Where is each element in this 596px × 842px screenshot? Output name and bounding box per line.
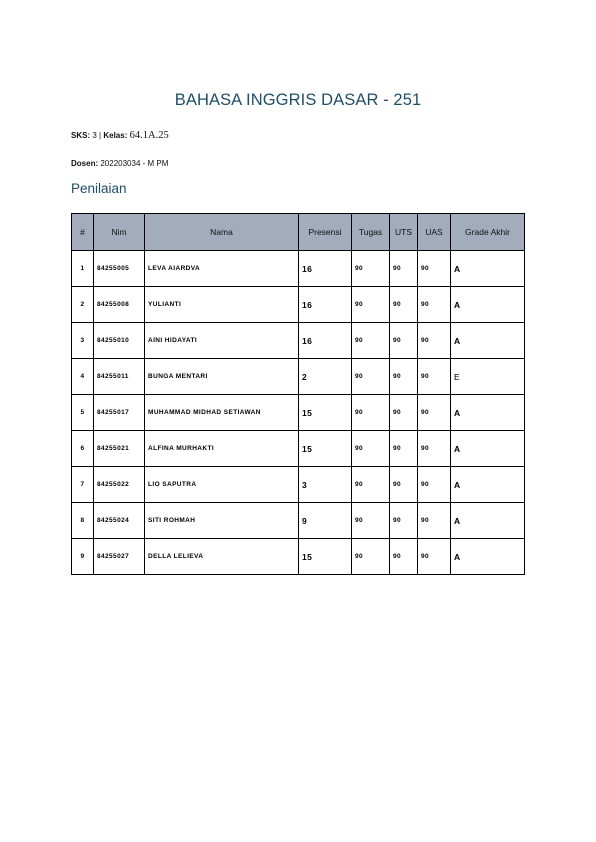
col-uas-header: UAS (418, 214, 451, 251)
nim-cell: 84255005 (94, 251, 145, 287)
row-number: 6 (72, 431, 94, 467)
uts-cell: 90 (390, 503, 418, 539)
table-body (72, 251, 525, 575)
nama-cell: DELLA LELIEVA (145, 539, 299, 575)
grade-cell: A (451, 467, 525, 503)
row-number: 1 (72, 251, 94, 287)
col-uts-header: UTS (390, 214, 418, 251)
sks-label: SKS: (71, 131, 91, 140)
col-nim-header: Nim (94, 214, 145, 251)
uts-cell: 90 (390, 467, 418, 503)
presensi-cell: 15 (299, 539, 352, 575)
grade-cell: A (451, 323, 525, 359)
uas-cell: 90 (418, 251, 451, 287)
table-row (72, 323, 525, 359)
col-tugas-header: Tugas (352, 214, 390, 251)
table-header-row (72, 214, 525, 251)
table-row (72, 503, 525, 539)
uas-cell: 90 (418, 323, 451, 359)
nama-cell: LIO SAPUTRA (145, 467, 299, 503)
presensi-cell: 3 (299, 467, 352, 503)
nim-cell: 84255017 (94, 395, 145, 431)
table-row (72, 251, 525, 287)
presensi-cell: 2 (299, 359, 352, 395)
uas-cell: 90 (418, 503, 451, 539)
tugas-cell: 90 (352, 323, 390, 359)
nama-cell: AINI HIDAYATI (145, 323, 299, 359)
page-title: BAHASA INGGRIS DASAR - 251 (174, 91, 422, 109)
uts-cell: 90 (390, 395, 418, 431)
nim-cell: 84255008 (94, 287, 145, 323)
nama-cell: ALFINA MURHAKTI (145, 431, 299, 467)
row-number: 5 (72, 395, 94, 431)
section-title: Penilaian (71, 181, 127, 196)
row-number: 2 (72, 287, 94, 323)
kelas-value: 64.1A.25 (129, 130, 169, 141)
nim-cell: 84255010 (94, 323, 145, 359)
table-row (72, 395, 525, 431)
col-presensi-header: Presensi (299, 214, 352, 251)
nama-cell: SITI ROHMAH (145, 503, 299, 539)
table-row (72, 539, 525, 575)
dosen-label: Dosen: (71, 159, 99, 168)
nama-cell: MUHAMMAD MIDHAD SETIAWAN (145, 395, 299, 431)
tugas-cell: 90 (352, 359, 390, 395)
nim-cell: 84255011 (94, 359, 145, 395)
uas-cell: 90 (418, 287, 451, 323)
dosen-value: 202203034 - M PM (100, 159, 169, 168)
nim-cell: 84255027 (94, 539, 145, 575)
uts-cell: 90 (390, 287, 418, 323)
nim-cell: 84255021 (94, 431, 145, 467)
presensi-cell: 16 (299, 251, 352, 287)
uts-cell: 90 (390, 323, 418, 359)
uts-cell: 90 (390, 359, 418, 395)
grade-cell: A (451, 287, 525, 323)
tugas-cell: 90 (352, 251, 390, 287)
presensi-cell: 15 (299, 395, 352, 431)
grade-cell: A (451, 395, 525, 431)
uas-cell: 90 (418, 467, 451, 503)
row-number: 3 (72, 323, 94, 359)
course-meta-line (71, 130, 169, 141)
tugas-cell: 90 (352, 431, 390, 467)
uas-cell: 90 (418, 359, 451, 395)
grade-cell: A (451, 431, 525, 467)
tugas-cell: 90 (352, 287, 390, 323)
grades-table (71, 213, 525, 575)
nim-cell: 84255022 (94, 467, 145, 503)
tugas-cell: 90 (352, 467, 390, 503)
uas-cell: 90 (418, 539, 451, 575)
table-row (72, 287, 525, 323)
grade-cell: A (451, 539, 525, 575)
col-number-header: # (72, 214, 94, 251)
meta-separator: | (99, 131, 102, 140)
row-number: 4 (72, 359, 94, 395)
grade-cell: E (451, 359, 525, 395)
row-number: 7 (72, 467, 94, 503)
uts-cell: 90 (390, 539, 418, 575)
nama-cell: BUNGA MENTARI (145, 359, 299, 395)
grade-cell: A (451, 251, 525, 287)
grade-cell: A (451, 503, 525, 539)
sks-value: 3 (92, 131, 97, 140)
col-grade-akhir-header: Grade Akhir (451, 214, 525, 251)
presensi-cell: 15 (299, 431, 352, 467)
uts-cell: 90 (390, 251, 418, 287)
table-row (72, 359, 525, 395)
table-row (72, 431, 525, 467)
uts-cell: 90 (390, 431, 418, 467)
presensi-cell: 9 (299, 503, 352, 539)
tugas-cell: 90 (352, 503, 390, 539)
uas-cell: 90 (418, 395, 451, 431)
kelas-label: Kelas: (103, 131, 128, 140)
lecturer-line (71, 159, 168, 168)
uas-cell: 90 (418, 431, 451, 467)
nim-cell: 84255024 (94, 503, 145, 539)
row-number: 9 (72, 539, 94, 575)
tugas-cell: 90 (352, 395, 390, 431)
row-number: 8 (72, 503, 94, 539)
table-row (72, 467, 525, 503)
presensi-cell: 16 (299, 323, 352, 359)
presensi-cell: 16 (299, 287, 352, 323)
col-nama-header: Nama (145, 214, 299, 251)
tugas-cell: 90 (352, 539, 390, 575)
nama-cell: YULIANTI (145, 287, 299, 323)
nama-cell: LEVA AIARDVA (145, 251, 299, 287)
